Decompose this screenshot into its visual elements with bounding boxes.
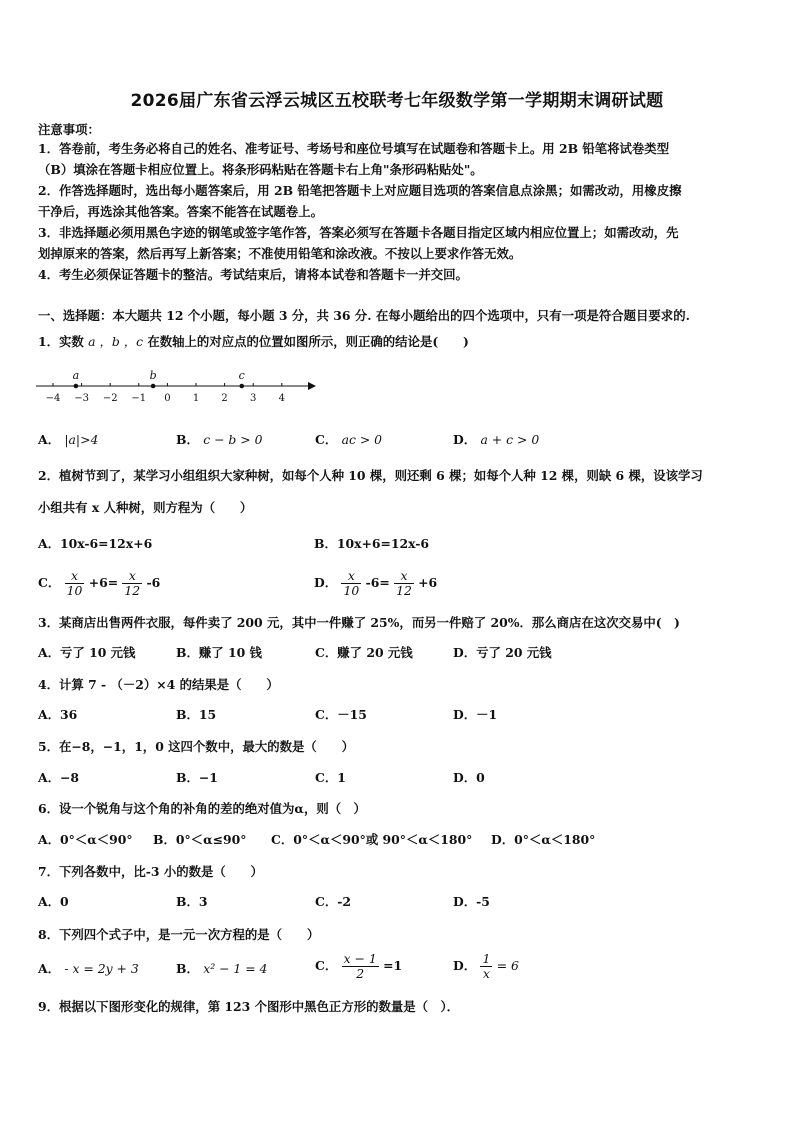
q6-option-c: C．0°＜α＜90°或 90°＜α＜180°: [271, 832, 473, 847]
notice-line-2: （B）填涂在答题卡相应位置上。将条形码粘贴在答题卡右上角"条形码粘贴处"。: [38, 162, 483, 177]
q1-number-line: [36, 366, 326, 406]
number-line-point-b: [151, 384, 156, 389]
q1-option-a-label: A．: [38, 432, 61, 447]
q8-option-d-end: = 6: [496, 958, 519, 973]
fraction-numerator: x: [341, 569, 361, 584]
number-line-tick-label: 1: [192, 393, 200, 404]
notice-heading: 注意事项：: [38, 122, 100, 137]
q1-option-b: [176, 430, 262, 450]
q6-stem: 6．设一个锐角与这个角的补角的差的绝对值为α，则（ ）: [38, 801, 366, 816]
q6-option-d: D．0°＜α＜180°: [491, 832, 596, 847]
q8-option-c-label: C．: [315, 958, 338, 973]
notice-line-3: 2．作答选择题时，选出每小题答案后，用 2B 铅笔把答题卡上对应题目选项的答案信息点涂黑；如需改动，用橡皮擦: [38, 183, 682, 198]
notice-line-6: 划掉原来的答案，然后再写上新答案；不准使用铅笔和涂改液。不按以上要求作答无效。: [38, 246, 522, 261]
q1-option-c-label: C．: [315, 432, 338, 447]
number-line-arrow: [308, 382, 316, 390]
q5-option-c: C．1: [315, 770, 346, 785]
q8-option-a-text: - x = 2y + 3: [64, 961, 139, 976]
q7-option-d: D．-5: [453, 894, 490, 909]
section-heading: 一、选择题：本大题共 12 个小题，每小题 3 分，共 36 分. 在每小题给出的四个选项中，只有一项是符合题目要求的.: [38, 308, 690, 323]
q8-option-c-end: =1: [383, 958, 403, 973]
q2-option-c-label: C．: [38, 575, 61, 590]
fraction-denominator: 10: [343, 583, 360, 598]
q2-option-c-mid: +6=: [88, 575, 119, 590]
q1-stem-vars: a ，b ，c: [88, 334, 144, 349]
q2-option-d-mid: -6=: [365, 575, 390, 590]
number-line-tick-label: −4: [45, 393, 61, 404]
q8-option-b-text: x² − 1 = 4: [203, 961, 268, 976]
number-line-point-label-a: a: [72, 369, 80, 382]
number-line-point-a: [74, 384, 79, 389]
q1-stem-post: 在数轴上的对应点的位置如图所示，则正确的结论是( ): [147, 334, 469, 349]
q3-option-d: D．亏了 20 元钱: [453, 645, 552, 660]
q5-stem: 5．在−8，−1，1，0 这四个数中，最大的数是（ ）: [38, 739, 354, 754]
q8-option-b-label: B．: [176, 961, 199, 976]
notice-line-5: 3．非选择题必须用黑色字迹的钢笔或签字笔作答，答案必须写在答题卡各题目指定区域内相应位置上；如需改动，先: [38, 225, 679, 240]
q3-option-a: A．亏了 10 元钱: [38, 645, 136, 660]
notice-line-7: 4．考生必须保证答题卡的整洁。考试结束后，请将本试卷和答题卡一并交回。: [38, 267, 468, 282]
q1-option-c-text: ac > 0: [341, 432, 383, 447]
fraction-numerator: 1: [482, 951, 491, 966]
q8-option-d-label: D．: [453, 958, 477, 973]
q5-option-a: A．−8: [38, 770, 80, 785]
q7-option-c: C．-2: [315, 894, 352, 909]
q8-option-c: [315, 952, 402, 981]
q7-stem: 7．下列各数中，比-3 小的数是（ ）: [38, 864, 263, 879]
q2-option-c-fraction-2: [122, 569, 142, 598]
q1-option-d-label: D．: [453, 432, 477, 447]
q2-option-d-fraction-2: [394, 569, 414, 598]
number-line-tick-label: 4: [278, 393, 285, 404]
fraction-denominator: 12: [124, 583, 141, 598]
q1-option-b-text: c − b > 0: [203, 432, 263, 447]
number-line-point-label-c: c: [238, 369, 245, 382]
notice-line-4: 干净后，再选涂其他答案。答案不能答在试题卷上。: [38, 204, 323, 219]
q3-stem: 3．某商店出售两件衣服，每件卖了 200 元，其中一件赚了 25%，而另一件赔了 20%．那么商店在这次交易中( ): [38, 615, 680, 630]
fraction-denominator: 12: [396, 583, 412, 598]
notice-line-1: 1．答卷前，考生务必将自己的姓名、准考证号、考场号和座位号填写在试题卷和答题卡上。用 2B 铅笔将试卷类型: [38, 141, 670, 156]
q2-option-d-end: +6: [418, 575, 438, 590]
q4-stem: 4．计算 7 - （－2）×4 的结果是（ ）: [38, 677, 279, 692]
q2-stem-line-1: 2．植树节到了，某学习小组组织大家种树，如每个人种 10 棵，则还剩 6 棵；如每个人种 12 棵，则缺 6 棵，设该学习: [38, 468, 703, 483]
number-line-tick-label: −1: [131, 393, 147, 404]
q1-option-c: [315, 430, 382, 450]
q6-option-a: A．0°＜α＜90°: [38, 832, 133, 847]
q1-stem-pre: 1．实数: [38, 334, 84, 349]
q9-stem: 9．根据以下图形变化的规律，第 123 个图形中黑色正方形的数量是（ ）．: [38, 999, 460, 1014]
q3-option-c: C．赚了 20 元钱: [315, 645, 413, 660]
q2-option-c-end: -6: [146, 575, 161, 590]
fraction-denominator: x: [482, 966, 490, 981]
number-line-tick-label: 3: [250, 393, 257, 404]
fraction-numerator: x: [394, 569, 414, 584]
q2-option-d-label: D．: [314, 575, 338, 590]
number-line-tick-label: −2: [102, 393, 118, 404]
number-line-tick-label: 0: [164, 393, 171, 404]
q7-option-a: A．0: [38, 894, 69, 909]
q4-option-d: D．－1: [453, 707, 498, 722]
q5-option-b: B．−1: [176, 770, 218, 785]
q8-option-a: [38, 959, 139, 979]
q1-option-b-label: B．: [176, 432, 199, 447]
fraction-numerator: x: [122, 569, 142, 584]
q2-option-d-fraction-1: [341, 569, 361, 598]
number-line-point-c: [239, 384, 244, 389]
q2-option-b: B．10x+6=12x-6: [314, 536, 430, 551]
q4-option-c: C．－15: [315, 707, 367, 722]
number-line-tick-label: 2: [221, 393, 228, 404]
q8-option-c-fraction: [342, 952, 379, 981]
q1-option-a-text: |a|>4: [64, 432, 99, 447]
q2-option-c-fraction-1: [65, 569, 85, 598]
q8-stem: 8．下列四个式子中，是一元一次方程的是（ ）: [38, 927, 320, 942]
q1-stem: [38, 331, 758, 352]
exam-title: 2026届广东省云浮云城区五校联考七年级数学第一学期期末调研试题: [130, 91, 664, 111]
q2-option-a: A．10x-6=12x+6: [38, 536, 153, 551]
q4-option-b: B．15: [176, 707, 217, 722]
q1-option-d-text: a + c > 0: [480, 432, 540, 447]
q7-option-b: B．3: [176, 894, 208, 909]
q2-stem-line-2: 小组共有 x 人种树，则方程为（ ）: [38, 500, 253, 515]
q8-option-d-fraction: [480, 952, 492, 981]
fraction-denominator: 10: [66, 583, 83, 598]
number-line-tick-label: −3: [74, 393, 89, 404]
q4-option-a: A．36: [38, 707, 78, 722]
q2-option-c: [38, 569, 160, 598]
q3-option-b: B．赚了 10 钱: [176, 645, 262, 660]
q8-option-a-label: A．: [38, 961, 61, 976]
q1-option-d: [453, 430, 539, 450]
number-line-point-label-b: b: [149, 369, 157, 382]
q8-option-d: [453, 952, 519, 981]
q6-option-b: B．0°＜α≤90°: [153, 832, 247, 847]
q5-option-d: D．0: [453, 770, 485, 785]
fraction-denominator: 2: [356, 966, 365, 981]
q2-option-d: [314, 569, 437, 598]
q8-option-b: [176, 959, 267, 979]
fraction-numerator: x: [65, 569, 85, 584]
fraction-numerator: x − 1: [343, 951, 377, 966]
q1-option-a: [38, 430, 98, 450]
